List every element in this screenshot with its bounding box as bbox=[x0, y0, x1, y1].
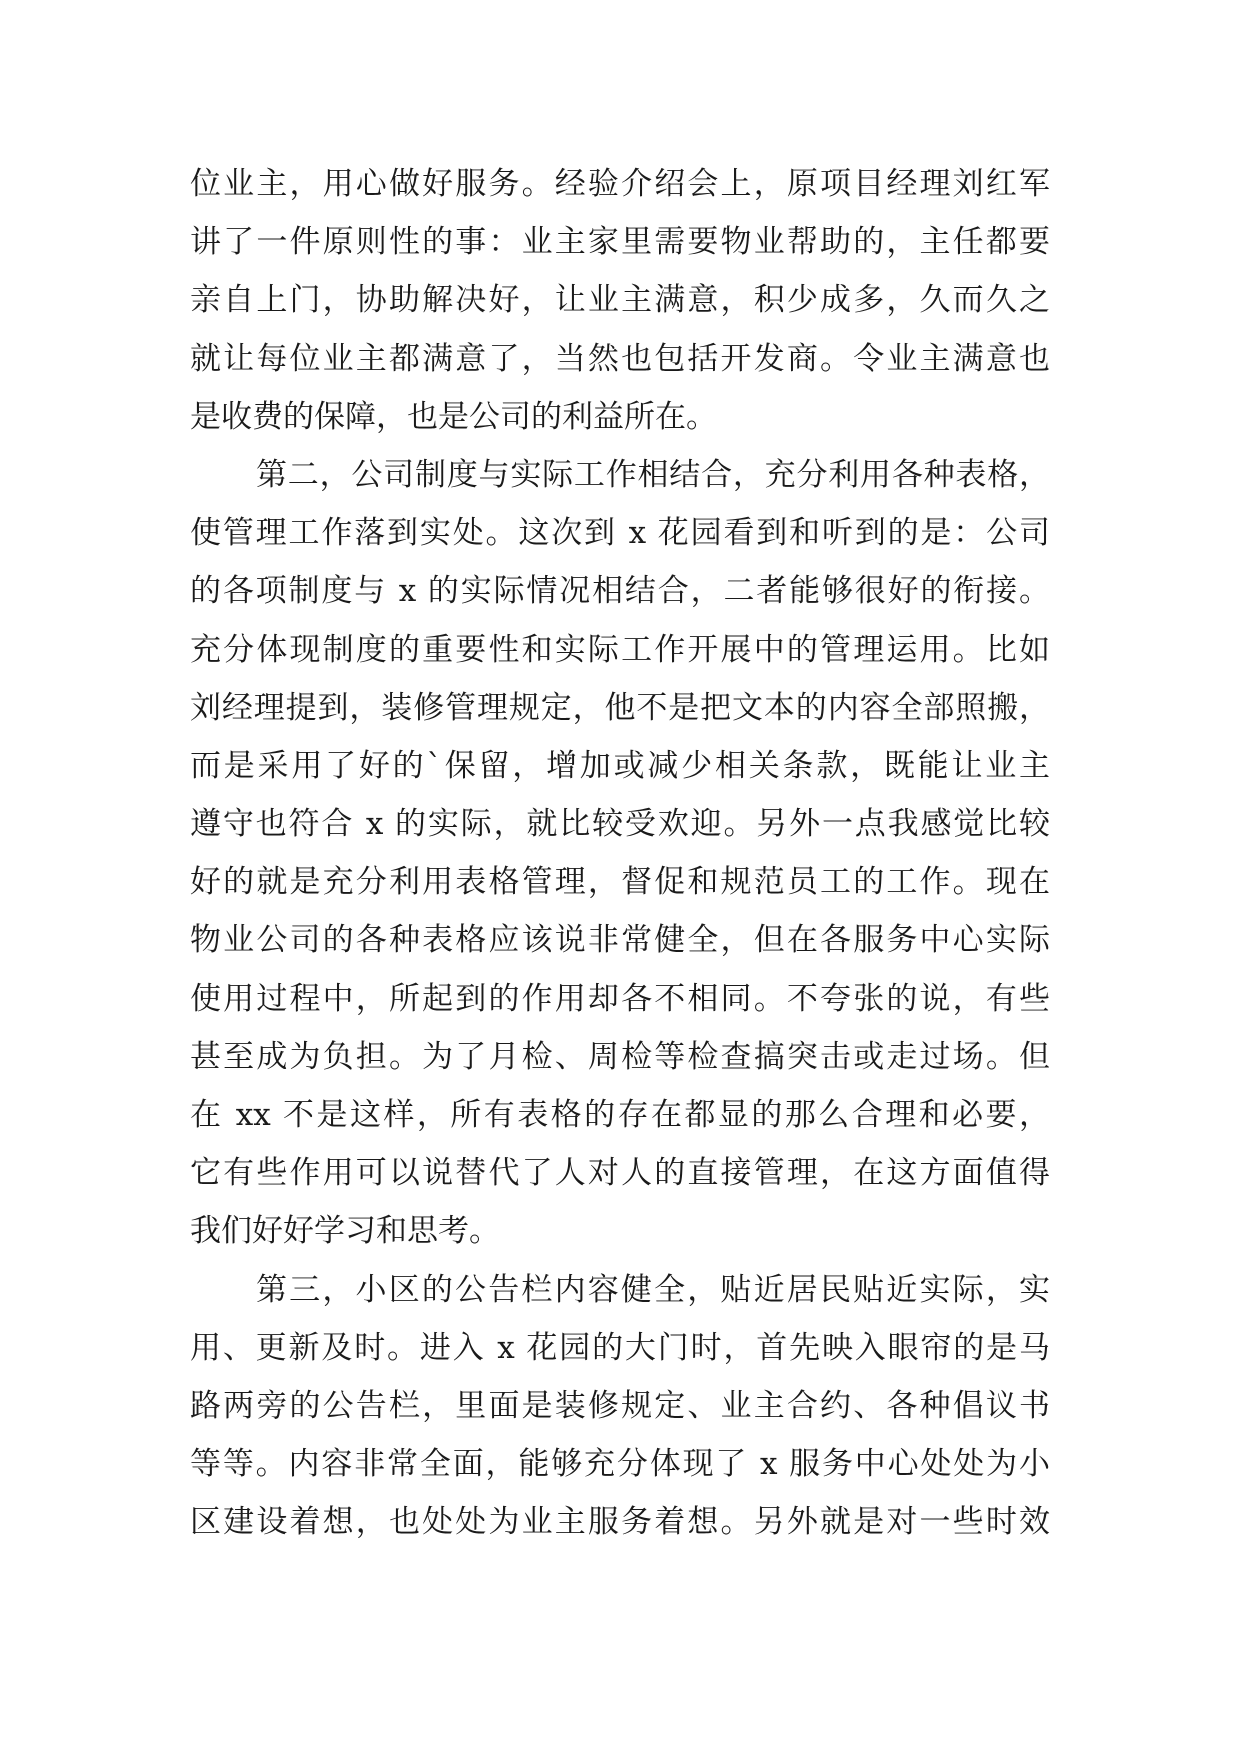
paragraph-1-line-2: 讲了一件原则性的事：业主家里需要物业帮助的，主任都要 bbox=[190, 224, 1050, 261]
paragraph-1-line-4: 就让每位业主都满意了，当然也包括开发商。令业主满意也 bbox=[190, 340, 1050, 377]
paragraph-3-line-3: 路两旁的公告栏，里面是装修规定、业主合约、各种倡议书 bbox=[190, 1387, 1050, 1424]
paragraph-2-line-12: 在 xx 不是这样，所有表格的存在都显的那么合理和必要， bbox=[190, 1097, 1050, 1133]
paragraph-1-line-5: 是收费的保障，也是公司的利益所在。 bbox=[190, 398, 717, 435]
paragraph-2-line-5: 刘经理提到，装修管理规定，他不是把文本的内容全部照搬， bbox=[190, 689, 1050, 726]
paragraph-2-line-8: 好的就是充分利用表格管理，督促和规范员工的工作。现在 bbox=[190, 864, 1050, 901]
paragraph-3-line-5: 区建设着想，也处处为业主服务着想。另外就是对一些时效 bbox=[190, 1504, 1050, 1541]
paragraph-1-line-1: 位业主，用心做好服务。经验介绍会上，原项目经理刘红军 bbox=[190, 166, 1050, 202]
body-text bbox=[190, 155, 1050, 1552]
paragraph-2-line-13: 它有些作用可以说替代了人对人的直接管理，在这方面值得 bbox=[190, 1155, 1050, 1192]
paragraph-2-line-3: 的各项制度与 x 的实际情况相结合，二者能够很好的衔接。 bbox=[190, 573, 1050, 610]
paragraph-2-line-1: 第二，公司制度与实际工作相结合，充分利用各种表格， bbox=[256, 456, 1050, 493]
paragraph-2-line-6: 而是采用了好的`保留，增加或减少相关条款，既能让业主 bbox=[190, 747, 1050, 784]
paragraph-3-line-4: 等等。内容非常全面，能够充分体现了 x 服务中心处处为小 bbox=[190, 1446, 1050, 1483]
paragraph-2-line-11: 甚至成为负担。为了月检、周检等检查搞突击或走过场。但 bbox=[190, 1038, 1050, 1075]
paragraph-3-line-1: 第三，小区的公告栏内容健全，贴近居民贴近实际，实 bbox=[256, 1271, 1050, 1308]
paragraph-2-line-10: 使用过程中，所起到的作用却各不相同。不夸张的说，有些 bbox=[190, 980, 1050, 1017]
paragraph-2-line-7: 遵守也符合 x 的实际，就比较受欢迎。另外一点我感觉比较 bbox=[190, 806, 1050, 843]
paragraph-2-line-14: 我们好好学习和思考。 bbox=[190, 1213, 500, 1250]
paragraph-2-line-9: 物业公司的各种表格应该说非常健全，但在各服务中心实际 bbox=[190, 922, 1050, 959]
paragraph-2-line-2: 使管理工作落到实处。这次到 x 花园看到和听到的是：公司 bbox=[190, 515, 1050, 552]
paragraph-1-line-3: 亲自上门，协助解决好，让业主满意，积少成多，久而久之 bbox=[190, 282, 1050, 319]
paragraph-3-line-2: 用、更新及时。进入 x 花园的大门时，首先映入眼帘的是马 bbox=[190, 1329, 1050, 1366]
paragraph-2-line-4: 充分体现制度的重要性和实际工作开展中的管理运用。比如 bbox=[190, 631, 1050, 668]
